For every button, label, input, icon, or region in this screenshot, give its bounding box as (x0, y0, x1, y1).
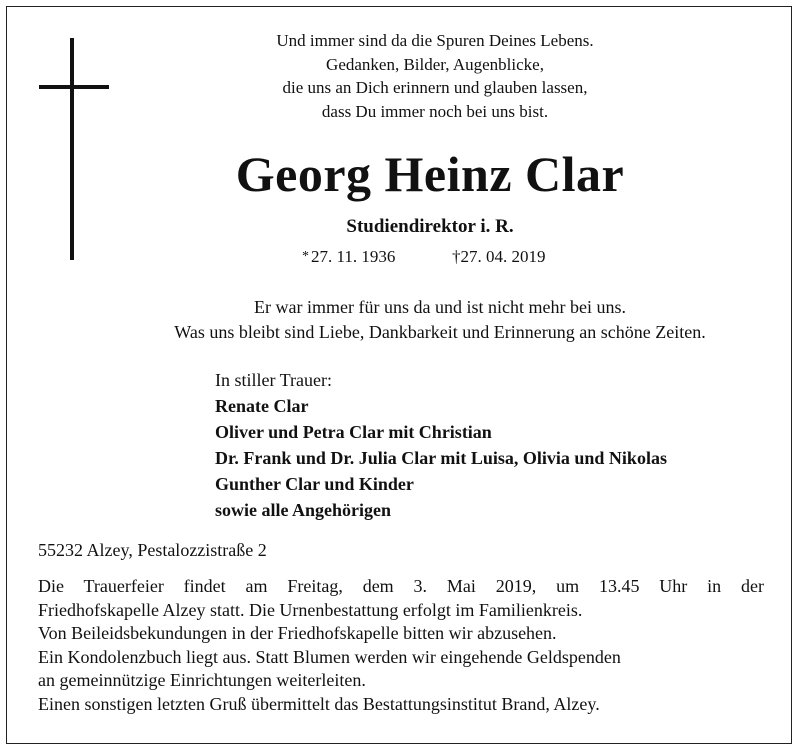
details-line: Die Trauerfeier findet am Freitag, dem 3. Mai 2019, um 13.45 Uhr in der (38, 576, 764, 596)
details-line: Von Beileidsbekundungen in der Friedhofskapelle bitten wir abzusehen. (38, 623, 557, 643)
mourner-name: Dr. Frank und Dr. Julia Clar mit Luisa, Olivia und Nikolas (215, 448, 667, 468)
details-line: an gemeinnützige Einrichtungen weiterleiten. (38, 670, 366, 690)
deceased-name: Georg Heinz Clar (235, 146, 625, 202)
saying-line: Was uns bleibt sind Liebe, Dankbarkeit und Erinnerung an schöne Zeiten. (174, 322, 706, 342)
deceased-title: Studiendirektor i. R. (346, 216, 514, 237)
birth-date-value: 27. 11. 1936 (311, 247, 396, 266)
poem-line: dass Du immer noch bei uns bist. (321, 101, 549, 121)
details-line: Friedhofskapelle Alzey statt. Die Urnenbestattung erfolgt im Familienkreis. (38, 599, 583, 620)
mourner-name: Gunther Clar und Kinder (215, 474, 414, 494)
poem (220, 29, 650, 123)
poem-line: Gedanken, Bilder, Augenblicke, (326, 54, 544, 74)
mourner-name: sowie alle Angehörigen (215, 500, 391, 520)
birth-date (302, 246, 395, 268)
death-date-value: 27. 04. 2019 (460, 247, 546, 266)
birth-star-icon: * (302, 249, 309, 264)
mourner-name: Oliver und Petra Clar mit Christian (215, 422, 492, 442)
saying (20, 295, 800, 345)
details-line: Einen sonstigen letzten Gruß übermittelt das Bestattungsinstitut Brand, Alzey. (38, 693, 600, 714)
details-line: Ein Kondolenzbuch liegt aus. Statt Blumen werden wir eingehende Geldspenden (38, 646, 621, 667)
death-dagger-icon: † (452, 247, 461, 266)
poem-line: Und immer sind da die Spuren Deines Lebens. (276, 31, 594, 50)
poem-line: die uns an Dich erinnern und glauben lassen, (282, 78, 588, 97)
mourner-name: Renate Clar (215, 396, 309, 416)
saying-line: Er war immer für uns da und ist nicht mehr bei uns. (254, 297, 626, 317)
funeral-details (38, 575, 764, 716)
family-address: 55232 Alzey, Pestalozzistraße 2 (38, 540, 267, 560)
mourners-lead: In stiller Trauer: (215, 370, 332, 390)
cross-vertical-bar (70, 38, 74, 260)
death-date (452, 246, 546, 268)
cross-horizontal-bar (39, 85, 109, 89)
mourners-list (215, 367, 785, 523)
